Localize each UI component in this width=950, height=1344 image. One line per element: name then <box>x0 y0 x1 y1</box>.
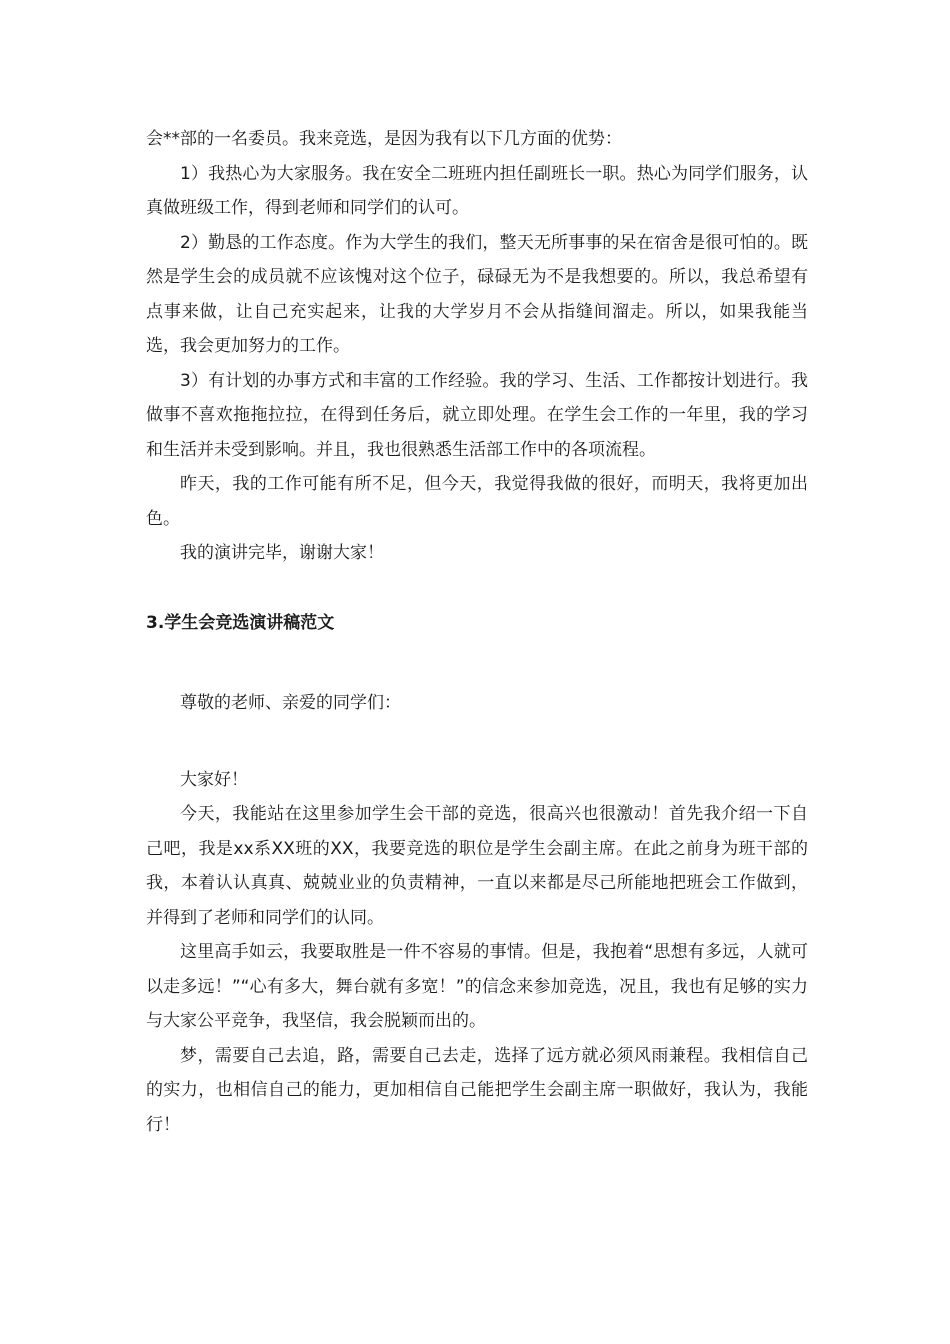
paragraph-dream: 梦，需要自己去追，路，需要自己去走，选择了远方就必须风雨兼程。我相信自己的实力，也相信自己的能力，更加相信自己能把学生会副主席一职做好，我认为，我能行！ <box>146 1045 808 1135</box>
paragraph-advantage-2: 2）勤恳的工作态度。作为大学生的我们，整天无所事事的呆在宿舍是很可怕的。既然是学生会的成员就不应该愧对这个位子，碌碌无为不是我想要的。所以，我总希望有点事来做，让自己充实起来，让我的大学岁月不会从指缝间溜走。所以，如果我能当选，我会更加努力的工作。 <box>146 232 808 356</box>
paragraph-advantage-3: 3）有计划的办事方式和丰富的工作经验。我的学习、生活、工作都按计划进行。我做事不喜欢拖拖拉拉，在得到任务后，就立即处理。在学生会工作的一年里，我的学习和生活并未受到影响。并且，我也很熟悉生活部工作中的各项流程。 <box>146 370 808 460</box>
paragraph-competition: 这里高手如云，我要取胜是一件不容易的事情。但是，我抱着“思想有多远，人就可以走多远！”“心有多大，舞台就有多宽！”的信念来参加竞选，况且，我也有足够的实力与大家公平竞争，我坚信，我会脱颖而出的。 <box>146 942 808 1031</box>
spacer <box>146 721 808 763</box>
section-heading: 3.学生会竞选演讲稿范文 <box>146 612 335 633</box>
salutation: 尊敬的老师、亲爱的同学们： <box>180 693 401 713</box>
greeting: 大家好！ <box>180 769 248 790</box>
paragraph-advantage-1: 1）我热心为大家服务。我在安全二班班内担任副班长一职。热心为同学们服务，认真做班级工作，得到老师和同学们的认可。 <box>146 163 808 218</box>
document-body <box>146 122 808 1142</box>
paragraph-introduction: 今天，我能站在这里参加学生会干部的竞选，很高兴也很激动！首先我介绍一下自己吧，我是xx系XX班的XX，我要竞选的职位是学生会副主席。在此之前身为班干部的我，本着认认真真、兢兢业业的负责精神，一直以来都是尽己所能地把班会工作做到，并得到了老师和同学们的认同。 <box>146 804 808 928</box>
paragraph-conclusion: 昨天，我的工作可能有所不足，但今天，我觉得我做的很好，而明天，我将更加出色。 <box>146 474 808 529</box>
paragraph-closing: 我的演讲完毕，谢谢大家！ <box>180 543 384 563</box>
paragraph-continuation: 会**部的一名委员。我来竞选，是因为我有以下几方面的优势： <box>146 129 622 149</box>
spacer <box>146 640 808 686</box>
spacer <box>146 571 808 606</box>
